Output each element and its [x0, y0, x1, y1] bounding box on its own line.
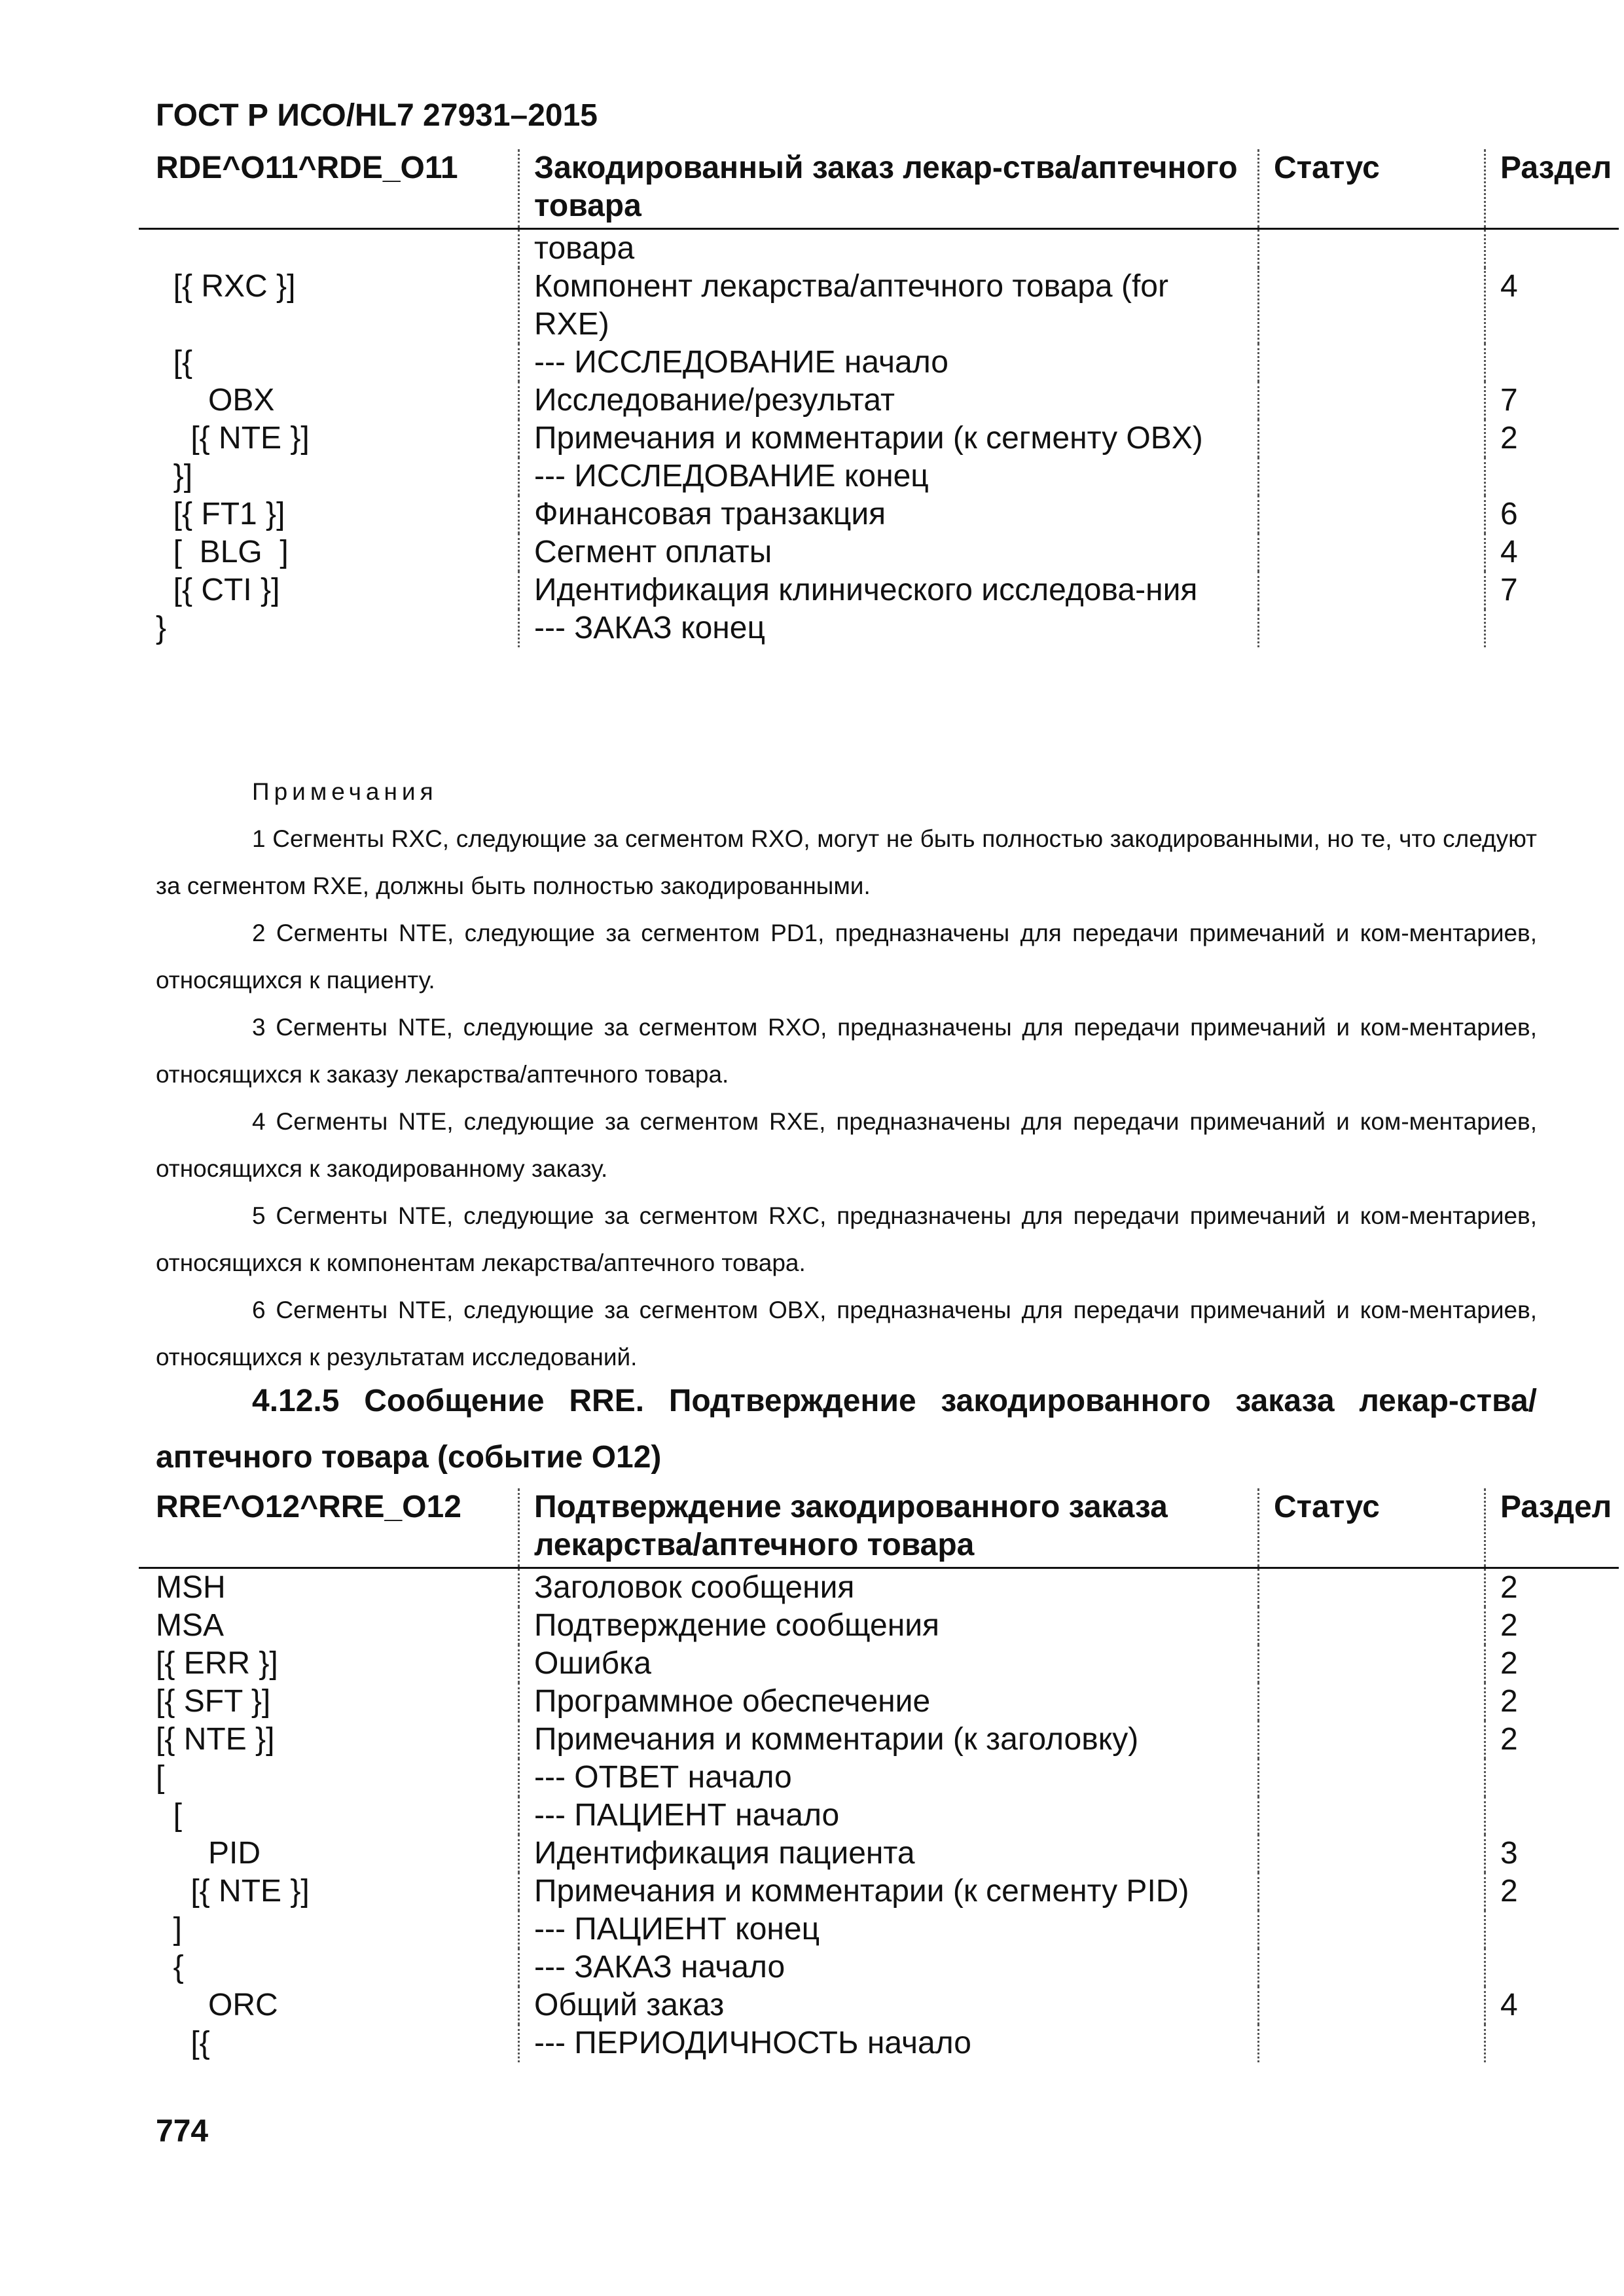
segment-cell: OBX — [156, 383, 275, 418]
status-cell — [1259, 1948, 1485, 1986]
segment-cell: [{ FT1 }] — [156, 497, 285, 531]
description-cell: --- ОТВЕТ начало — [519, 1759, 1259, 1797]
section-cell: 4 — [1485, 533, 1619, 571]
segment-cell: [ — [156, 1798, 183, 1833]
description-cell: Заголовок сообщения — [519, 1568, 1259, 1607]
table-header-row — [139, 149, 1619, 229]
table-row — [139, 1683, 1619, 1721]
status-cell — [1259, 1835, 1485, 1873]
status-cell — [1259, 1910, 1485, 1948]
table-row — [139, 533, 1619, 571]
table-row — [139, 457, 1619, 495]
status-cell — [1259, 1568, 1485, 1607]
description-cell: --- ИССЛЕДОВАНИЕ конец — [519, 457, 1259, 495]
segment-cell: ] — [156, 1912, 183, 1946]
description-cell: --- ПАЦИЕНТ начало — [519, 1797, 1259, 1835]
description-cell: Подтверждение сообщения — [519, 1607, 1259, 1645]
column-header-section: Раздел — [1485, 149, 1619, 229]
segment-cell: [{ NTE }] — [156, 1722, 275, 1757]
status-cell — [1259, 609, 1485, 647]
status-cell — [1259, 229, 1485, 268]
table-row — [139, 268, 1619, 344]
status-cell — [1259, 1721, 1485, 1759]
section-cell: 2 — [1485, 1873, 1619, 1910]
message-structure-table-rre — [139, 1488, 1619, 2062]
status-cell — [1259, 1683, 1485, 1721]
section-heading: 4.12.5 Сообщение RRE. Подтверждение закодированного заказа лекар-ства/аптечного товара (событие O12) — [156, 1384, 1537, 1475]
segment-cell: ORC — [156, 1988, 278, 2022]
column-header-status: Статус — [1259, 1488, 1485, 1568]
column-header-message: RRE^O12^RRE_O12 — [156, 1490, 461, 1524]
note-item: 1 Сегменты RXC, следующие за сегментом RXO, могут не быть полностью закодированными, но те, что следуют за сегментом RXE, должны быть полностью закодированными. — [156, 825, 1537, 899]
status-cell — [1259, 1607, 1485, 1645]
section-cell — [1485, 1759, 1619, 1797]
table-row — [139, 344, 1619, 382]
segment-cell: [{ ERR }] — [156, 1646, 278, 1681]
table-row — [139, 1607, 1619, 1645]
status-cell — [1259, 382, 1485, 420]
segment-cell: { — [156, 1950, 184, 1984]
notes-title: Примечания — [252, 778, 438, 805]
section-cell — [1485, 344, 1619, 382]
segment-cell: PID — [156, 1836, 261, 1871]
status-cell — [1259, 495, 1485, 533]
section-cell: 2 — [1485, 1721, 1619, 1759]
section-cell — [1485, 609, 1619, 647]
description-cell: Компонент лекарства/аптечного товара (for RXE) — [519, 268, 1259, 344]
section-cell: 2 — [1485, 1607, 1619, 1645]
status-cell — [1259, 571, 1485, 609]
note-item: 6 Сегменты NTE, следующие за сегментом OBX, предназначены для передачи примечаний и ком-ментариев, относящихся к результатам исследований. — [156, 1297, 1537, 1371]
status-cell — [1259, 2024, 1485, 2062]
status-cell — [1259, 420, 1485, 457]
section-cell — [1485, 1910, 1619, 1948]
table-row — [139, 1910, 1619, 1948]
description-cell: Программное обеспечение — [519, 1683, 1259, 1721]
description-cell: Идентификация пациента — [519, 1835, 1259, 1873]
section-cell — [1485, 1797, 1619, 1835]
status-cell — [1259, 533, 1485, 571]
column-header-description: Подтверждение закодированного заказа лекарства/аптечного товара — [519, 1488, 1259, 1568]
status-cell — [1259, 268, 1485, 344]
section-cell: 6 — [1485, 495, 1619, 533]
status-cell — [1259, 457, 1485, 495]
status-cell — [1259, 1759, 1485, 1797]
table-row — [139, 1759, 1619, 1797]
description-cell: Примечания и комментарии (к сегменту PID) — [519, 1873, 1259, 1910]
description-cell: --- ПЕРИОДИЧНОСТЬ начало — [519, 2024, 1259, 2062]
table-row — [139, 1645, 1619, 1683]
table-row — [139, 420, 1619, 457]
description-cell: Примечания и комментарии (к сегменту OBX) — [519, 420, 1259, 457]
notes-block — [156, 768, 1537, 1381]
status-cell — [1259, 1645, 1485, 1683]
description-cell: Финансовая транзакция — [519, 495, 1259, 533]
section-cell — [1485, 2024, 1619, 2062]
section-cell — [1485, 457, 1619, 495]
description-cell: --- ИССЛЕДОВАНИЕ начало — [519, 344, 1259, 382]
table-row — [139, 382, 1619, 420]
description-cell: Общий заказ — [519, 1986, 1259, 2024]
table-row — [139, 1568, 1619, 1607]
status-cell — [1259, 1986, 1485, 2024]
table-row — [139, 1948, 1619, 1986]
note-item: 5 Сегменты NTE, следующие за сегментом RXC, предназначены для передачи примечаний и ком-ментариев, относящихся к компонентам лекарства/аптечного товара. — [156, 1202, 1537, 1276]
status-cell — [1259, 1873, 1485, 1910]
segment-cell: [{ SFT }] — [156, 1684, 271, 1719]
note-item: 3 Сегменты NTE, следующие за сегментом RXO, предназначены для передачи примечаний и ком-ментариев, относящихся к заказу лекарства/аптечного товара. — [156, 1014, 1537, 1088]
description-cell: --- ПАЦИЕНТ конец — [519, 1910, 1259, 1948]
table-row — [139, 1835, 1619, 1873]
segment-cell: [{ — [156, 345, 193, 380]
note-item: 4 Сегменты NTE, следующие за сегментом RXE, предназначены для передачи примечаний и ком-ментариев, относящихся к закодированному заказу. — [156, 1108, 1537, 1182]
table-row — [139, 609, 1619, 647]
segment-cell: [{ RXC }] — [156, 269, 296, 304]
table-row — [139, 229, 1619, 268]
column-header-status: Статус — [1259, 149, 1485, 229]
section-cell: 7 — [1485, 382, 1619, 420]
status-cell — [1259, 1797, 1485, 1835]
document-header-title: ГОСТ Р ИСО/HL7 27931–2015 — [156, 98, 598, 133]
column-header-section: Раздел — [1485, 1488, 1619, 1568]
column-header-description: Закодированный заказ лекар-ства/аптечного товара — [519, 149, 1259, 229]
table-row — [139, 1797, 1619, 1835]
section-cell: 7 — [1485, 571, 1619, 609]
column-header-message: RDE^O11^RDE_O11 — [156, 151, 458, 185]
description-cell: Идентификация клинического исследова-ния — [519, 571, 1259, 609]
segment-cell: [ — [156, 1760, 165, 1795]
segment-cell: MSH — [156, 1570, 226, 1605]
segment-cell: [{ CTI }] — [156, 573, 280, 607]
section-cell: 3 — [1485, 1835, 1619, 1873]
status-cell — [1259, 344, 1485, 382]
section-cell: 2 — [1485, 420, 1619, 457]
description-cell: --- ЗАКАЗ начало — [519, 1948, 1259, 1986]
description-cell: Сегмент оплаты — [519, 533, 1259, 571]
table-row — [139, 1873, 1619, 1910]
table-row — [139, 1721, 1619, 1759]
segment-cell: [{ — [156, 2026, 210, 2060]
segment-cell: [ BLG ] — [156, 535, 289, 569]
section-cell — [1485, 229, 1619, 268]
description-cell: Примечания и комментарии (к заголовку) — [519, 1721, 1259, 1759]
segment-cell: }] — [156, 459, 193, 493]
description-cell: товара — [519, 229, 1259, 268]
table-row — [139, 495, 1619, 533]
description-cell: Ошибка — [519, 1645, 1259, 1683]
segment-cell: [{ NTE }] — [156, 1874, 310, 1909]
section-cell: 4 — [1485, 1986, 1619, 2024]
description-cell: Исследование/результат — [519, 382, 1259, 420]
section-cell: 2 — [1485, 1683, 1619, 1721]
page-number: 774 — [156, 2114, 209, 2149]
description-cell: --- ЗАКАЗ конец — [519, 609, 1259, 647]
table-row — [139, 1986, 1619, 2024]
segment-cell: [{ NTE }] — [156, 421, 310, 456]
segment-cell: MSA — [156, 1608, 225, 1643]
segment-cell — [139, 229, 519, 268]
note-item: 2 Сегменты NTE, следующие за сегментом PD1, предназначены для передачи примечаний и ком-ментариев, относящихся к пациенту. — [156, 920, 1537, 994]
message-structure-table-rde — [139, 149, 1619, 647]
section-cell: 2 — [1485, 1645, 1619, 1683]
table-row — [139, 571, 1619, 609]
section-cell: 2 — [1485, 1568, 1619, 1607]
table-row — [139, 2024, 1619, 2062]
section-cell — [1485, 1948, 1619, 1986]
segment-cell: } — [156, 611, 167, 645]
section-cell: 4 — [1485, 268, 1619, 344]
table-header-row — [139, 1488, 1619, 1568]
